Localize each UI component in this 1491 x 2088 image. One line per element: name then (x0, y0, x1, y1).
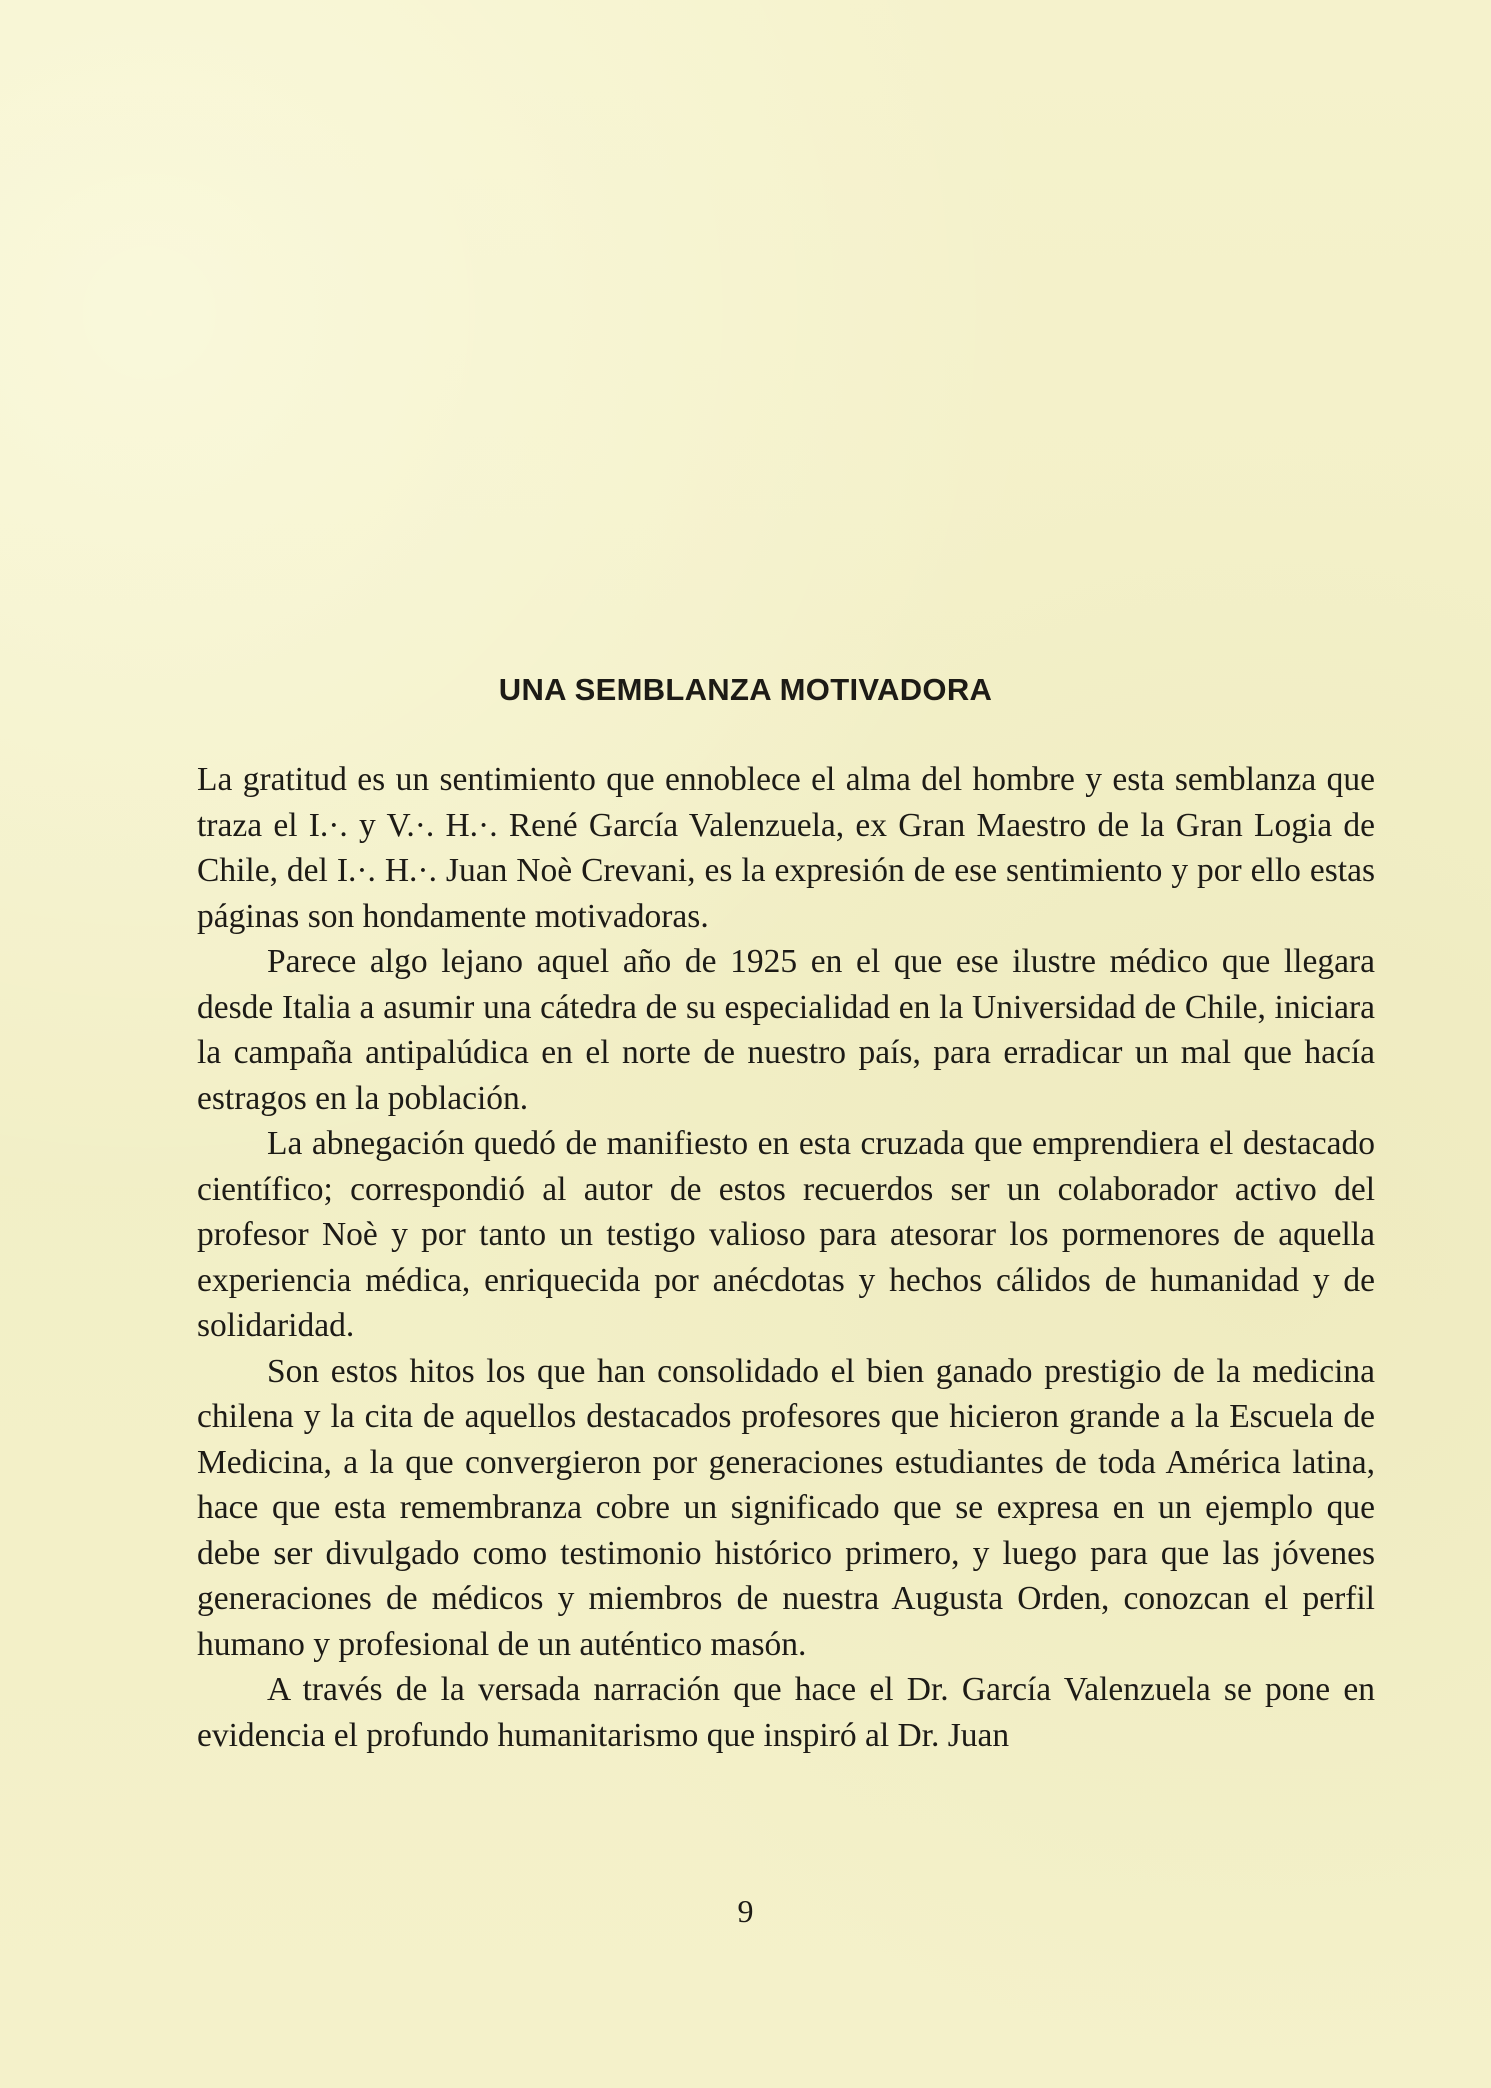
paragraph-2: Parece algo lejano aquel año de 1925 en el que ese ilustre médico que llegara desde Italia a asumir una cátedra de su especialidad en la Universidad de Chile, iniciara la campaña antipalúdica en el norte de nuestro país, para erradicar un mal que hacía estragos en la población. (197, 943, 1375, 1117)
paragraph-3: La abnegación quedó de manifiesto en esta cruzada que emprendiera el destacado científico; correspondió al autor de estos recuerdos ser un colaborador activo del profesor Noè y por tanto un testigo valioso para atesorar los pormenores de aquella experiencia médica, enriquecida por anécdotas y hechos cálidos de humanidad y de solidaridad. (197, 1125, 1375, 1344)
page-title: UNA SEMBLANZA MOTIVADORA (498, 672, 993, 707)
paragraph-1: La gratitud es un sentimiento que ennoblece el alma del hombre y esta semblanza que traza el I.·. y V.·. H.·. René García Valenzuela, ex Gran Maestro de la Gran Logia de Chile, del I.·. H.·. Juan Noè Crevani, es la expresión de ese sentimiento y por ello estas páginas son hondamente motivadoras. (197, 761, 1375, 935)
paragraph-4: Son estos hitos los que han consolidado el bien ganado prestigio de la medicina chilena y la cita de aquellos destacados profesores que hicieron grande a la Escuela de Medicina, a la que convergieron por generaciones estudiantes de toda América latina, hace que esta remembranza cobre un significado que se expresa en un ejemplo que debe ser divulgado como testimonio histórico primero, y luego para que las jóvenes generaciones de médicos y miembros de nuestra Augusta Orden, conozcan el perfil humano y profesional de un auténtico masón. (197, 1352, 1375, 1663)
page-number: 9 (737, 1893, 754, 1929)
body-text (197, 757, 1375, 1758)
paragraph-5: A través de la versada narración que hace el Dr. García Valenzuela se pone en evidencia el profundo humanitarismo que inspiró al Dr. Juan (197, 1671, 1375, 1754)
